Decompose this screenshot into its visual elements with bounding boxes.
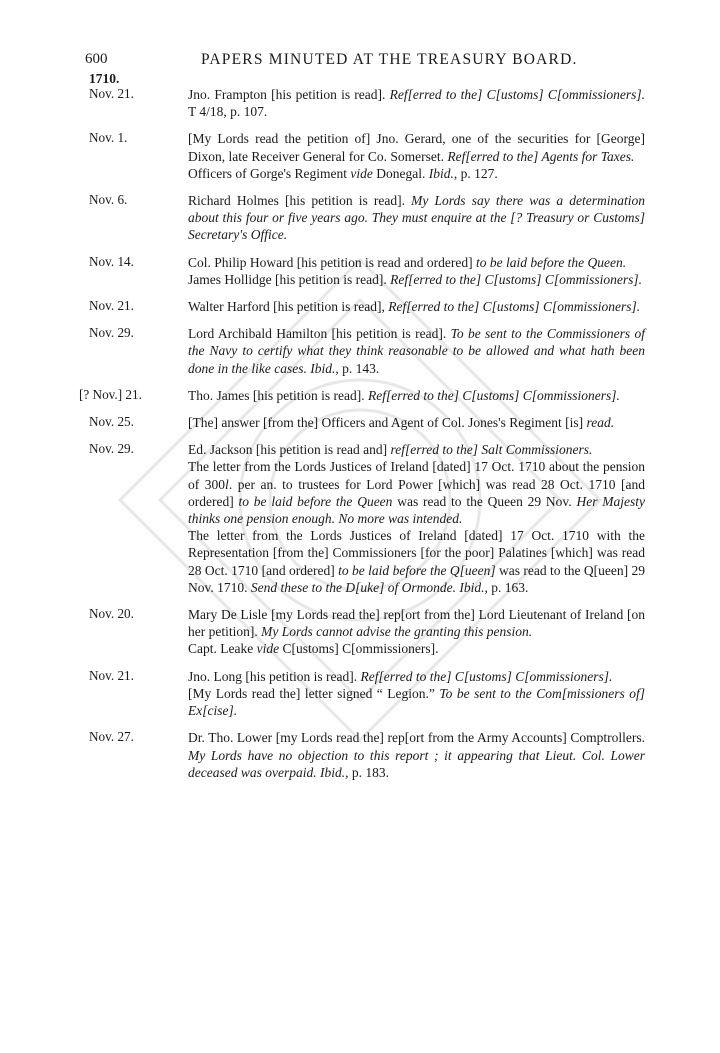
entry-text bbox=[188, 606, 645, 658]
minute-entry bbox=[85, 729, 645, 781]
entry-paragraph bbox=[188, 130, 645, 164]
text-run: Jno. Frampton [his petition is read]. bbox=[188, 87, 390, 102]
entry-paragraph bbox=[188, 685, 645, 719]
text-run: James Hollidge [his petition is read]. bbox=[188, 271, 391, 287]
minute-entry bbox=[79, 386, 645, 404]
entry-paragraph bbox=[188, 325, 645, 377]
entry-text bbox=[188, 192, 645, 244]
running-title: PAPERS MINUTED AT THE TREASURY BOARD. bbox=[201, 51, 578, 68]
entry-paragraph bbox=[188, 414, 645, 431]
text-run: Lord Archibald Hamilton [his petition is read]. bbox=[188, 326, 451, 342]
italic-run: Ref[erred to the] C[ustoms] C[ommissioners]. bbox=[390, 271, 642, 287]
text-run: Tho. James [his petition is read]. bbox=[188, 387, 368, 403]
entry-paragraph bbox=[188, 458, 645, 527]
text-run: [The] answer [from the] Officers and Agent of Col. Jones's Regiment [is] bbox=[188, 415, 587, 431]
italic-run: My Lords say there was a determination about this four or five years ago. They must enquire at the [? Treasury or Customs] Secretary's Office. bbox=[188, 193, 645, 243]
entry-list bbox=[79, 86, 645, 791]
entry-text bbox=[188, 729, 645, 781]
entry-date: Nov. 25. bbox=[89, 414, 134, 430]
text-run: Donegal. bbox=[372, 165, 429, 181]
italic-run: Ref[erred to the] C[ustoms] C[ommissioners]. bbox=[367, 387, 620, 403]
italic-run: Her Majesty thinks one pension enough. No more was intended. bbox=[188, 493, 645, 527]
entry-paragraph bbox=[188, 441, 645, 458]
italic-run: Ibid. bbox=[310, 360, 336, 376]
text-run: , p. 183. bbox=[345, 764, 389, 780]
text-run: C[ustoms] C[ommissioners]. bbox=[279, 641, 439, 657]
italic-run: Ref[erred to the] C[ustoms] C[ommissioners]. bbox=[360, 668, 613, 684]
text-run: Dr. Tho. Lower [my Lords read the] rep[ort from the Army Accounts] Comptrollers. bbox=[188, 730, 645, 746]
text-run: T 4/18, p. 107. bbox=[188, 104, 268, 120]
entry-text bbox=[188, 668, 645, 720]
italic-run: Ref[erred to the] Agents for Taxes. bbox=[447, 148, 635, 164]
entry-text bbox=[188, 86, 645, 120]
minute-entry bbox=[85, 668, 645, 720]
italic-run: My Lords cannot advise the granting this pension. bbox=[261, 624, 533, 640]
text-run: Col. Philip Howard [his petition is read and ordered] bbox=[188, 254, 476, 270]
italic-run: Ibid. bbox=[459, 579, 485, 595]
italic-run: to be laid before the Q[ueen] bbox=[338, 562, 496, 578]
entry-text bbox=[188, 298, 645, 315]
entry-date: Nov. 29. bbox=[89, 325, 134, 341]
entry-date: Nov. 21. bbox=[89, 667, 134, 683]
italic-run: vide bbox=[350, 165, 373, 181]
entry-paragraph bbox=[188, 192, 645, 244]
entry-date: Nov. 6. bbox=[89, 192, 128, 208]
text-run: was read to the Queen 29 Nov. bbox=[392, 493, 577, 509]
text-run: Ed. Jackson [his petition is read and] bbox=[188, 442, 391, 458]
entry-date: Nov. 29. bbox=[89, 441, 134, 457]
entry-date: Nov. 20. bbox=[89, 606, 134, 622]
italic-run: My Lords have no objection to this report ; it appearing that Lieut. Col. Lower deceased was overpaid. bbox=[188, 747, 645, 780]
italic-run: ref[erred to the] Salt Commissioners. bbox=[390, 442, 593, 458]
minute-entry bbox=[85, 441, 645, 596]
italic-run: read. bbox=[586, 415, 615, 431]
page-number: 600 bbox=[85, 51, 108, 67]
text-run: Mary De Lisle [my Lords read the] rep[ort from the] Lord Lieutenant of Ireland [on her petition]. bbox=[188, 607, 645, 640]
entry-paragraph bbox=[188, 254, 645, 271]
minute-entry bbox=[85, 606, 645, 658]
minute-entry bbox=[85, 254, 645, 288]
text-run: , p. 127. bbox=[453, 165, 498, 181]
entry-text bbox=[188, 325, 645, 377]
entry-paragraph bbox=[188, 387, 645, 404]
entry-date: Nov. 21. bbox=[89, 86, 134, 101]
text-run: , p. 143. bbox=[335, 360, 380, 376]
entry-paragraph bbox=[188, 86, 645, 120]
text-run: [My Lords read the petition of] Jno. Gerard, one of the securities for [George] Dixon, late Receiver General for Co. Somerset. bbox=[188, 131, 645, 164]
entry-paragraph bbox=[188, 271, 645, 288]
text-run: Jno. Long [his petition is read]. bbox=[188, 668, 361, 684]
entry-text bbox=[188, 387, 645, 404]
text-run: . per an. to trustees for Lord Power [which] was read 28 Oct. 1710 [and ordered] bbox=[188, 476, 645, 509]
entry-paragraph bbox=[188, 640, 645, 657]
italic-run: Ibid. bbox=[319, 764, 346, 780]
entry-date: [? Nov.] 21. bbox=[79, 386, 142, 402]
text-run: The letter from the Lords Justices of Ireland [dated] 17 Oct. 1710 with the Representation [from the] Commissioners [for the poor] Palatines [which] was read 28 Oct. 1710 [and ordered] bbox=[188, 528, 645, 578]
minute-entry bbox=[85, 325, 645, 377]
entry-paragraph bbox=[188, 298, 645, 315]
minute-entry bbox=[85, 298, 645, 315]
entry-date: Nov. 21. bbox=[89, 298, 134, 314]
italic-run: to be laid before the Queen. bbox=[475, 254, 627, 270]
italic-run: vide bbox=[256, 641, 280, 657]
text-run: Capt. Leake bbox=[188, 641, 257, 657]
italic-run: l bbox=[225, 476, 229, 492]
text-run: The letter from the Lords Justices of Ireland [dated] 17 Oct. 1710 about the pension of 300 bbox=[188, 459, 645, 492]
entry-date: Nov. 14. bbox=[89, 253, 134, 269]
text-run: [My Lords read the] letter signed “ Legion.” bbox=[188, 685, 440, 701]
italic-run: To be sent to the Commissioners of the Navy to certify what they think reasonable to be allowed and what hath been done in the like cases. bbox=[188, 326, 645, 376]
entry-paragraph bbox=[188, 527, 645, 596]
year-heading: 1710. bbox=[89, 71, 120, 86]
text-run: was read to the Q[ueen] 29 Nov. 1710. bbox=[188, 562, 645, 595]
text-run: Walter Harford [his petition is read], bbox=[188, 299, 389, 315]
italic-run: Send these to the D[uke] of Ormonde. bbox=[250, 579, 456, 595]
italic-run: To be sent to the Com[missioners of] Ex[cise]. bbox=[188, 685, 645, 719]
minute-entry bbox=[85, 86, 645, 120]
entry-paragraph bbox=[188, 668, 645, 685]
minute-entry bbox=[85, 192, 645, 244]
entry-paragraph bbox=[188, 729, 645, 781]
entry-date: Nov. 27. bbox=[89, 729, 134, 745]
entry-text bbox=[188, 130, 645, 182]
italic-run: Ref[erred to the] C[ustoms] C[ommissioners]. bbox=[388, 299, 641, 315]
entry-text bbox=[188, 254, 645, 288]
text-run: Richard Holmes [his petition is read]. bbox=[188, 193, 412, 209]
minute-entry bbox=[85, 414, 645, 431]
entry-text bbox=[188, 414, 645, 431]
italic-run: Ref[erred to the] C[ustoms] C[ommissioners]. bbox=[389, 87, 645, 102]
entry-paragraph bbox=[188, 165, 645, 182]
minute-entry bbox=[85, 130, 645, 182]
text-run: Officers of Gorge's Regiment bbox=[188, 165, 351, 181]
italic-run: Ibid. bbox=[428, 165, 454, 181]
entry-paragraph bbox=[188, 606, 645, 640]
entry-date: Nov. 1. bbox=[89, 130, 128, 146]
text-run: , p. 163. bbox=[484, 579, 529, 595]
entry-text bbox=[188, 441, 645, 596]
running-head bbox=[85, 51, 642, 71]
italic-run: to be laid before the Queen bbox=[238, 493, 393, 509]
